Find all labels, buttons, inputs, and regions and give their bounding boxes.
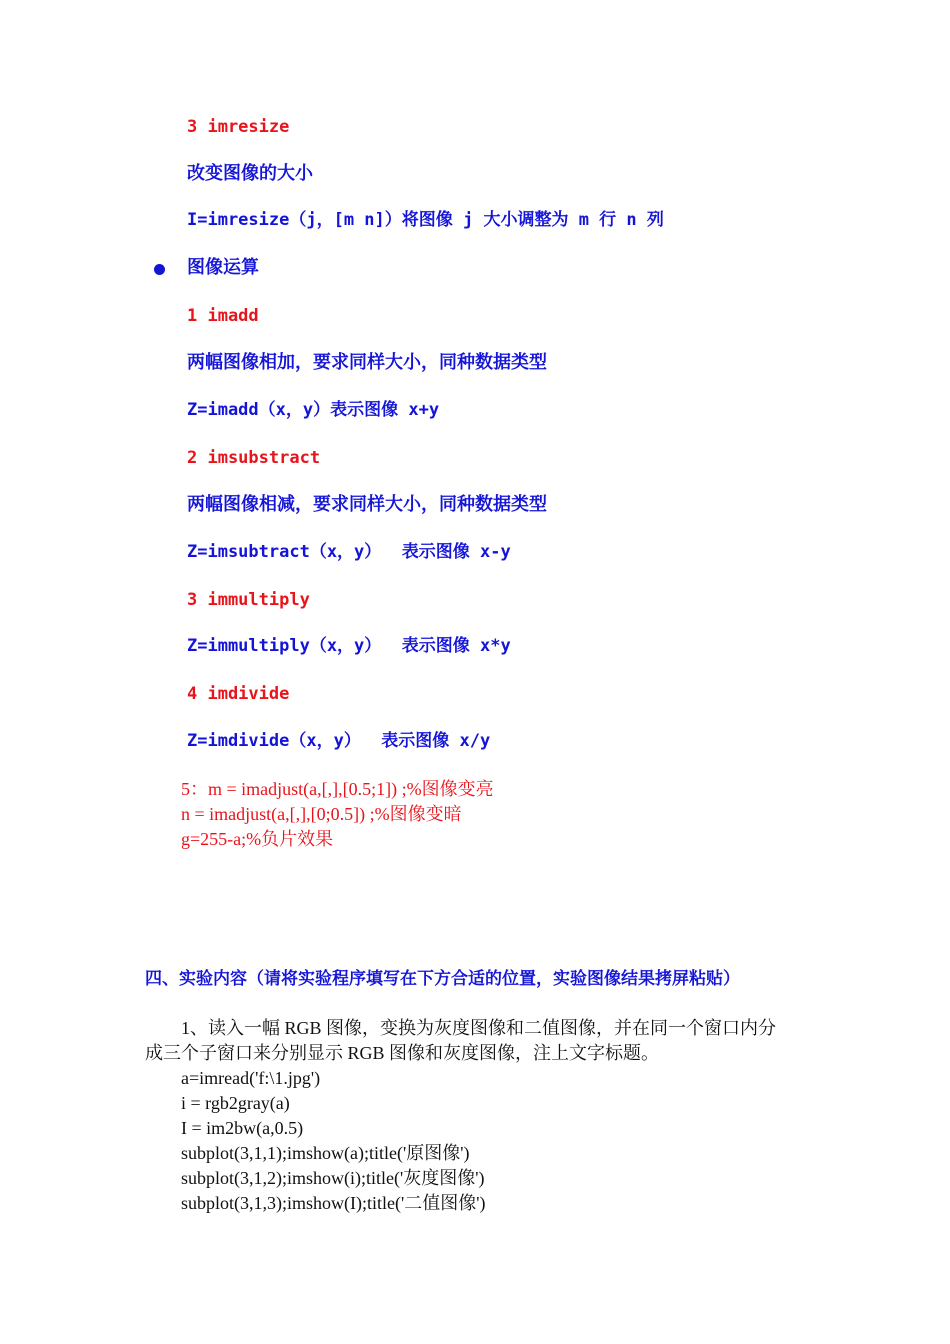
imadd-title: 1 imadd: [187, 306, 259, 326]
imsubtract-usage: Z=imsubtract（x，y） 表示图像 x-y: [187, 542, 511, 562]
imdivide-title: 4 imdivide: [187, 684, 290, 704]
immultiply-usage: Z=immultiply（x，y） 表示图像 x*y: [187, 636, 511, 656]
imresize-description: 改变图像的大小: [187, 163, 313, 184]
imadd-usage: Z=imadd（x，y）表示图像 x+y: [187, 400, 440, 420]
task1-text-line2: 成三个子窗口来分别显示 RGB 图像和灰度图像，注上文字标题。: [145, 1043, 660, 1063]
imdivide-usage: Z=imdivide（x，y） 表示图像 x/y: [187, 731, 491, 751]
immultiply-title: 3 immultiply: [187, 590, 310, 610]
experiment-content-heading: 四、实验内容（请将实验程序填写在下方合适的位置，实验图像结果拷屏粘贴）: [145, 969, 740, 989]
task1-text-line1: 1、读入一幅 RGB 图像，变换为灰度图像和二值图像，并在同一个窗口内分: [181, 1018, 777, 1038]
code-line: subplot(3,1,3);imshow(I);title('二值图像'): [181, 1193, 486, 1213]
negative-effect-line: g=255-a;%负片效果: [181, 829, 334, 849]
code-line: subplot(3,1,2);imshow(i);title('灰度图像'): [181, 1168, 485, 1188]
imsubstract-description: 两幅图像相减，要求同样大小，同种数据类型: [187, 494, 547, 515]
imadd-description: 两幅图像相加，要求同样大小，同种数据类型: [187, 352, 547, 373]
imresize-usage: I=imresize（j，[m n]）将图像 j 大小调整为 m 行 n 列: [187, 210, 664, 230]
code-line: subplot(3,1,1);imshow(a);title('原图像'): [181, 1143, 470, 1163]
code-line: a=imread('f:\1.jpg'): [181, 1068, 321, 1088]
imadjust-brighten-line: 5：m = imadjust(a,[,],[0.5;1]) ;%图像变亮: [181, 779, 494, 799]
image-operations-heading: 图像运算: [187, 257, 259, 278]
code-line: I = im2bw(a,0.5): [181, 1118, 304, 1138]
imadjust-darken-line: n = imadjust(a,[,],[0;0.5]) ;%图像变暗: [181, 804, 462, 824]
bullet-icon: [154, 264, 165, 275]
imsubstract-title: 2 imsubstract: [187, 448, 321, 468]
imresize-title: 3 imresize: [187, 117, 290, 137]
code-line: i = rgb2gray(a): [181, 1093, 290, 1113]
